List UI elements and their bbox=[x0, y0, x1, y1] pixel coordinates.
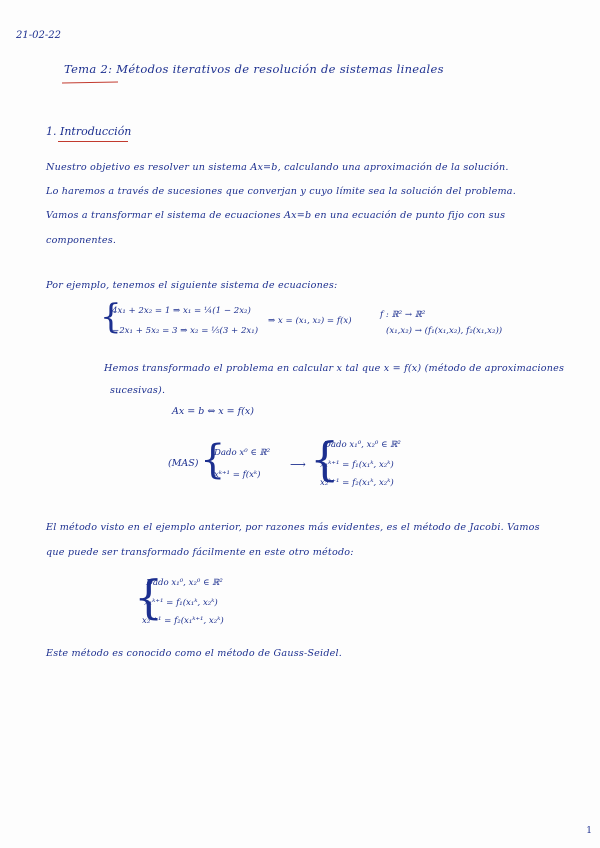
section-underline bbox=[58, 141, 128, 142]
component-given: Dado x₁⁰, x₂⁰ ∈ ℝ² bbox=[324, 440, 401, 450]
system-brace: { bbox=[100, 297, 122, 337]
equation-1: 4x₁ + 2x₂ = 1 ⇒ x₁ = ¼(1 − 2x₂) bbox=[112, 306, 251, 316]
intro-line-4: componentes. bbox=[46, 235, 117, 246]
component-x1: x₁ᵏ⁺¹ = f₁(x₁ᵏ, x₂ᵏ) bbox=[320, 460, 394, 470]
equivalence-line: Ax = b ⇔ x = f(x) bbox=[172, 406, 254, 417]
title-underline bbox=[62, 82, 118, 84]
fixed-point-form: ⇒ x = (x₁, x₂) = f(x) bbox=[268, 316, 352, 326]
intro-line-3: Vamos a transformar el sistema de ecuaciones Ax=b en una ecuación de punto fijo con sus bbox=[46, 210, 506, 221]
method-brace-right: { bbox=[310, 432, 340, 486]
component-x2: x₂ᵏ⁺¹ = f₂(x₁ᵏ, x₂ᵏ) bbox=[320, 478, 394, 488]
page-title: Tema 2: Métodos iterativos de resolución de sistemas lineales bbox=[64, 62, 444, 76]
jacobi-line-2: que puede ser transformado fácilmente en este otro método: bbox=[46, 547, 354, 558]
function-rule: (x₁,x₂) → (f₁(x₁,x₂), f₂(x₁,x₂)) bbox=[386, 326, 503, 336]
transform-line-1: Hemos transformado el problema en calcular x tal que x = f(x) (método de aproximaciones bbox=[104, 363, 565, 374]
gs-given: Dado x₁⁰, x₂⁰ ∈ ℝ² bbox=[146, 578, 223, 588]
page-number: 1 bbox=[586, 826, 592, 836]
method-brace-left: { bbox=[200, 437, 226, 483]
gs-x2: x₂ᵏ⁺¹ = f₂(x₁ᵏ⁺¹, x₂ᵏ) bbox=[142, 616, 224, 626]
section-heading: 1. Introducción bbox=[46, 125, 132, 138]
example-intro: Por ejemplo, tenemos el siguiente sistema de ecuaciones: bbox=[46, 280, 338, 291]
method-label: (MAS) bbox=[168, 458, 199, 469]
jacobi-line-1: El método visto en el ejemplo anterior, por razones más evidentes, es el método de Jacobi. Vamos bbox=[46, 522, 540, 533]
gauss-seidel-note: Este método es conocido como el método de Gauss-Seidel. bbox=[46, 648, 343, 659]
gs-x1: x₁ᵏ⁺¹ = f₁(x₁ᵏ, x₂ᵏ) bbox=[144, 598, 218, 608]
arrow-icon: ⟶ bbox=[290, 458, 306, 471]
equation-2: −2x₁ + 5x₂ = 3 ⇒ x₂ = ⅕(3 + 2x₁) bbox=[112, 326, 259, 336]
method-iteration: xᵏ⁺¹ = f(xᵏ) bbox=[214, 470, 261, 480]
date-label: 21-02-22 bbox=[16, 30, 61, 41]
intro-line-1: Nuestro objetivo es resolver un sistema Ax=b, calculando una aproximación de la solución. bbox=[46, 162, 509, 173]
gs-brace: { bbox=[134, 570, 164, 624]
intro-line-2: Lo haremos a través de sucesiones que converjan y cuyo límite sea la solución del problema. bbox=[46, 186, 516, 197]
transform-line-2: sucesivas). bbox=[110, 385, 166, 396]
function-domain: f : ℝ² → ℝ² bbox=[380, 310, 426, 320]
method-given: Dado x⁰ ∈ ℝ² bbox=[214, 448, 271, 458]
